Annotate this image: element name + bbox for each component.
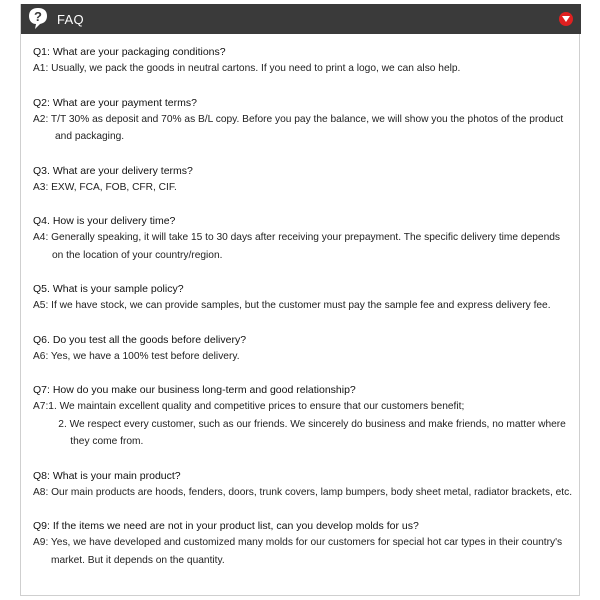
faq-item (33, 44, 573, 78)
faq-item (33, 468, 573, 502)
faq-question: Q2: What are your payment terms? (33, 96, 197, 109)
faq-answer (33, 398, 573, 451)
page-title: FAQ (57, 12, 84, 27)
faq-item (33, 163, 573, 197)
svg-text:?: ? (34, 9, 42, 24)
faq-question: Q8: What is your main product? (33, 469, 181, 482)
answer-list-item: 1. We maintain excellent quality and competitive prices to ensure that our customers benefit; (48, 401, 465, 412)
faq-header (21, 4, 581, 34)
question-mark-icon (27, 7, 49, 31)
faq-answer: A3: EXW, FCA, FOB, CFR, CIF. (33, 181, 177, 193)
chevron-down-icon (562, 16, 570, 22)
faq-item (33, 281, 573, 315)
answer-list-item: 2. We respect every customer, such as our friends. We sincerely do business and make friends, no matter where they come from. (58, 418, 566, 447)
faq-answer: A5: If we have stock, we can provide samples, but the customer must pay the sample fee and express delivery fee. (33, 300, 551, 311)
faq-item (33, 332, 573, 366)
faq-item (33, 213, 573, 264)
faq-answer: A1: Usually, we pack the goods in neutral cartons. If you need to print a logo, we can also help. (33, 63, 461, 74)
answer-list (48, 398, 573, 451)
faq-question: Q9: If the items we need are not in your product list, can you develop molds for us? (33, 520, 419, 532)
faq-answer: A8: Our main products are hoods, fenders, doors, trunk covers, lamp bumpers, body sheet metal, radiator brackets, etc. (33, 486, 573, 498)
faq-question: Q7: How do you make our business long-term and good relationship? (33, 384, 356, 396)
faq-answer: A6: Yes, we have a 100% test before delivery. (33, 350, 240, 362)
faq-item (33, 382, 573, 451)
faq-answer: A4: Generally speaking, it will take 15 to 30 days after receiving your prepayment. The specific delivery time depends on the location of your country/region. (33, 232, 561, 261)
faq-question: Q5. What is your sample policy? (33, 283, 184, 295)
faq-item (33, 95, 573, 146)
faq-question: Q1: What are your packaging conditions? (33, 46, 226, 58)
faq-answer: A2: T/T 30% as deposit and 70% as B/L copy. Before you pay the balance, we will show you the photos of the product and packaging. (33, 113, 564, 142)
answer-prefix: A7: (33, 401, 49, 412)
faq-item (33, 518, 573, 569)
collapse-toggle-button[interactable] (559, 12, 573, 26)
faq-panel (20, 4, 580, 596)
faq-question: Q6. Do you test all the goods before delivery? (33, 333, 247, 346)
faq-list (33, 44, 573, 586)
faq-answer: A9: Yes, we have developed and customized many molds for our customers for special hot car types in their country's market. But it depends on the quantity. (33, 537, 563, 566)
faq-question: Q4. How is your delivery time? (33, 215, 176, 227)
faq-question: Q3. What are your delivery terms? (33, 164, 193, 177)
